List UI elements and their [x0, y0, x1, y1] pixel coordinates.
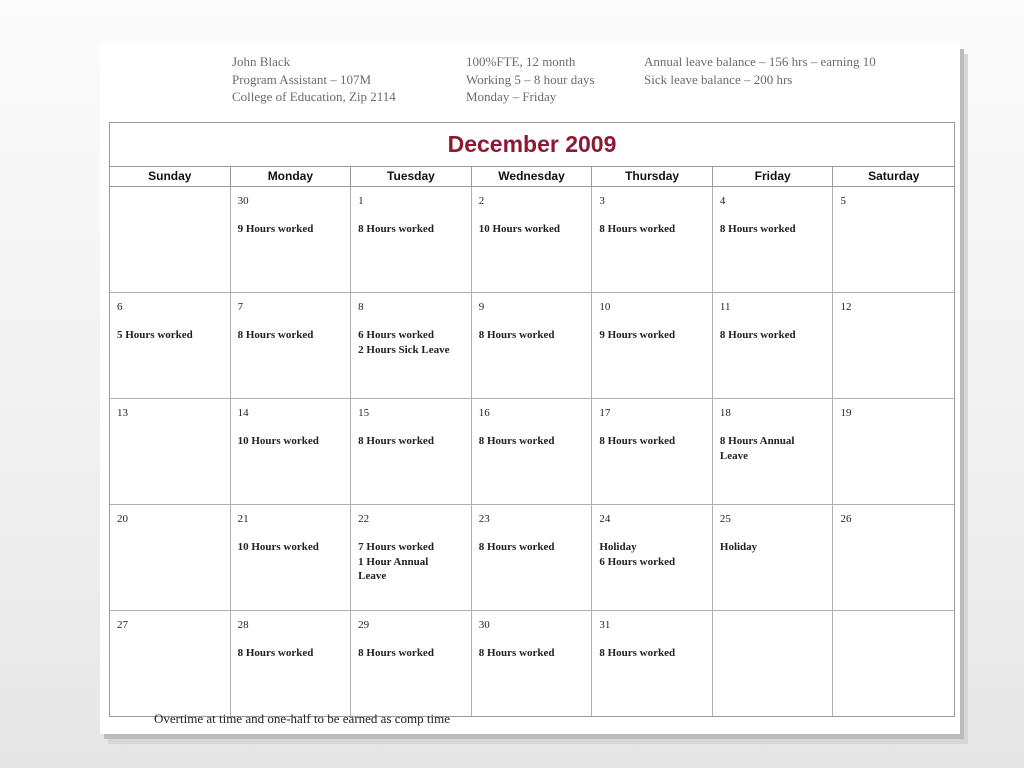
week-row — [110, 187, 954, 293]
day-number: 5 — [840, 195, 846, 207]
day-cell — [833, 399, 954, 504]
day-number: 24 — [599, 513, 611, 525]
day-cell — [231, 611, 352, 716]
day-number: 30 — [478, 619, 490, 631]
day-cell — [713, 293, 834, 398]
weekday-header: Thursday — [592, 167, 713, 186]
day-number: 25 — [719, 513, 731, 525]
day-number: 31 — [599, 619, 611, 631]
day-cell — [110, 505, 231, 610]
weekday-header: Sunday — [110, 167, 231, 186]
day-cell — [713, 399, 834, 504]
day-hours-note: 8 Hours worked — [358, 223, 434, 235]
day-hours-note: 8 Hours worked — [358, 647, 434, 659]
day-cell — [472, 293, 593, 398]
weekday-header: Saturday — [868, 169, 920, 183]
employee-position: Program Assistant – 107M — [232, 71, 372, 87]
day-hours-note: 8 Hours worked — [478, 435, 555, 447]
day-hours-note: 8 Hours worked — [478, 647, 555, 659]
day-number: 11 — [719, 301, 731, 313]
day-number — [117, 194, 224, 208]
week-row — [110, 505, 954, 611]
day-number: 17 — [599, 407, 611, 419]
day-number: 3 — [599, 195, 605, 207]
day-hours-note: 9 Hours worked — [599, 329, 676, 341]
day-hours-note: Holiday 6 Hours worked — [599, 541, 676, 568]
day-hours-note: 8 Hours Annual Leave — [719, 435, 795, 462]
fte-status: 100%FTE, 12 month — [466, 54, 576, 69]
day-cell — [833, 611, 954, 716]
day-hours-note: 8 Hours worked — [719, 329, 796, 341]
day-hours-note: 8 Hours worked — [358, 435, 434, 447]
day-cell — [713, 187, 834, 292]
annual-leave-balance: Annual leave balance – 156 hrs – earning 10 — [644, 54, 876, 69]
day-number: 8 — [358, 301, 364, 313]
day-number: 30 — [237, 195, 249, 207]
day-number: 16 — [478, 407, 490, 419]
day-cell — [110, 187, 231, 292]
weekday-header: Monday — [231, 167, 352, 186]
weekday-header: Friday — [713, 167, 834, 186]
day-hours-note: 8 Hours worked — [599, 647, 676, 659]
week-row — [110, 399, 954, 505]
day-cell — [472, 399, 593, 504]
day-hours-note: 8 Hours worked — [478, 329, 555, 341]
day-number: 12 — [840, 301, 852, 313]
day-number — [840, 618, 948, 632]
day-number: 13 — [117, 407, 128, 419]
day-hours-note: 6 Hours worked 2 Hours Sick Leave — [358, 329, 450, 356]
day-cell — [472, 611, 593, 716]
calendar — [109, 122, 955, 717]
day-number: 29 — [358, 619, 370, 631]
day-hours-note: Holiday — [719, 541, 758, 553]
day-cell — [472, 187, 593, 292]
day-hours-note: 5 Hours worked — [117, 329, 193, 341]
day-number — [720, 618, 827, 632]
day-hours-note: 10 Hours worked — [478, 223, 561, 235]
day-cell — [231, 399, 352, 504]
day-number: 6 — [117, 301, 123, 313]
day-hours-note: 8 Hours worked — [719, 223, 796, 235]
work-week: Monday – Friday — [466, 89, 557, 104]
day-cell — [351, 611, 472, 716]
day-number: 9 — [478, 301, 485, 313]
day-cell — [110, 399, 231, 504]
day-cell — [833, 505, 954, 610]
employee-name: John Black — [232, 54, 291, 69]
calendar-weeks — [110, 187, 954, 716]
day-number: 19 — [840, 407, 852, 419]
day-number: 15 — [358, 407, 370, 419]
day-cell — [592, 611, 713, 716]
day-cell — [592, 187, 713, 292]
day-hours-note: 8 Hours worked — [599, 435, 676, 447]
day-number: 27 — [117, 619, 128, 631]
day-cell — [592, 399, 713, 504]
day-number: 1 — [358, 195, 364, 207]
day-hours-note: 9 Hours worked — [237, 223, 314, 235]
week-row — [110, 611, 954, 716]
day-number: 22 — [358, 513, 370, 525]
day-cell — [351, 187, 472, 292]
weekday-header-row — [110, 167, 954, 187]
sick-leave-balance: Sick leave balance – 200 hrs — [644, 71, 793, 87]
day-number: 21 — [237, 513, 249, 525]
work-days: Working 5 – 8 hour days — [466, 71, 595, 87]
day-number: 4 — [719, 195, 726, 207]
day-number: 18 — [719, 407, 731, 419]
calendar-title: December 2009 — [110, 123, 954, 167]
day-cell — [351, 399, 472, 504]
day-cell — [110, 611, 231, 716]
day-number: 26 — [840, 513, 852, 525]
day-cell — [592, 293, 713, 398]
day-cell — [231, 505, 352, 610]
overtime-note: Overtime at time and one-half to be earned as comp time — [154, 711, 450, 726]
day-cell — [231, 187, 352, 292]
day-number: 2 — [478, 195, 485, 207]
employee-info — [232, 53, 396, 106]
day-cell — [351, 505, 472, 610]
day-hours-note: 10 Hours worked — [237, 435, 319, 447]
day-number: 14 — [237, 407, 249, 419]
day-hours-note: 8 Hours worked — [237, 647, 314, 659]
day-cell — [592, 505, 713, 610]
day-hours-note: 8 Hours worked — [478, 541, 555, 553]
week-row — [110, 293, 954, 399]
day-cell — [713, 611, 834, 716]
day-hours-note: 8 Hours worked — [237, 329, 314, 341]
day-cell — [833, 293, 954, 398]
day-number: 28 — [237, 619, 249, 631]
day-hours-note: 10 Hours worked — [237, 541, 319, 553]
day-cell — [231, 293, 352, 398]
schedule-info — [466, 53, 595, 106]
day-cell — [110, 293, 231, 398]
day-number: 20 — [117, 513, 128, 525]
day-hours-note: 8 Hours worked — [599, 223, 676, 235]
employee-department: College of Education, Zip 2114 — [232, 89, 396, 104]
day-cell — [833, 187, 954, 292]
day-number: 23 — [478, 513, 490, 525]
day-number: 10 — [599, 301, 611, 313]
leave-info — [644, 53, 876, 88]
day-cell — [351, 293, 472, 398]
day-number: 7 — [237, 301, 244, 313]
weekday-header: Tuesday — [351, 167, 472, 186]
timesheet-page — [100, 44, 960, 734]
day-cell — [713, 505, 834, 610]
weekday-header: Wednesday — [472, 167, 593, 186]
day-cell — [472, 505, 593, 610]
day-hours-note: 7 Hours worked 1 Hour Annual Leave — [358, 541, 434, 582]
